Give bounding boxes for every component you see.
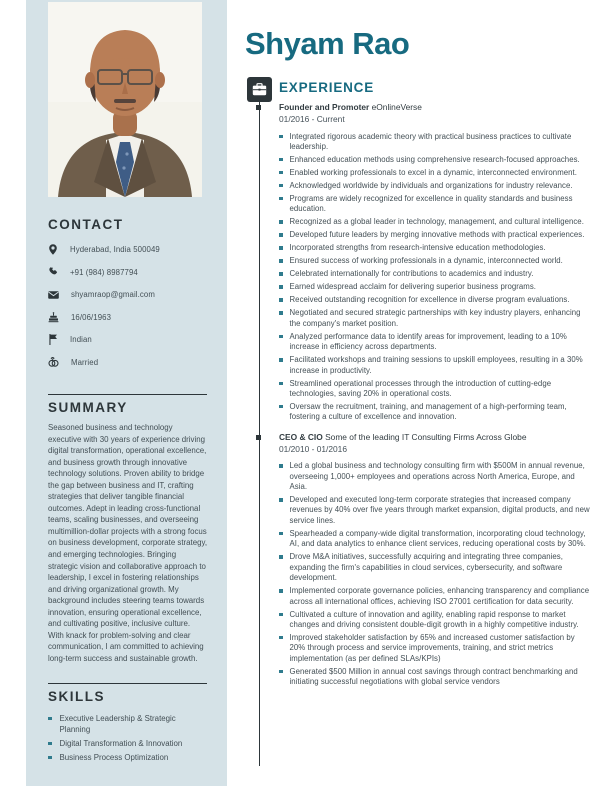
bullet-square-icon	[48, 717, 52, 721]
bullet-square-icon	[279, 272, 283, 276]
job-bullet-item	[279, 256, 591, 266]
timeline-marker-icon	[256, 435, 261, 440]
bullet-square-icon	[279, 298, 283, 302]
job-bullet-item	[279, 282, 591, 292]
bullet-square-icon	[279, 358, 283, 362]
bullet-square-icon	[279, 636, 283, 640]
job-bullet-text: Developed future leaders by merging innovative methods with practical experiences.	[289, 230, 585, 240]
job-bullet-text: Spearheaded a company-wide digital transformation, incorporating cloud technology, AI, and data analytics to enhance client services, reducing operational costs by 30%.	[289, 528, 586, 549]
job-bullet-item	[279, 230, 591, 240]
skill-text: Executive Leadership & Strategic Planning	[59, 714, 176, 735]
bullet-square-icon	[279, 405, 283, 409]
job-bullet-text: Earned widespread acclaim for delivering superior business programs.	[289, 282, 537, 292]
bullet-square-icon	[279, 464, 283, 468]
contact-nationality-text: Indian	[70, 335, 92, 344]
bullet-square-icon	[48, 756, 52, 760]
contact-item-email	[48, 290, 207, 300]
bullet-square-icon	[279, 613, 283, 617]
job-bullet-text: Streamlined operational processes through the introduction of cutting-edge technologies, saving 20% in operational costs.	[289, 378, 552, 398]
job-company: eOnlineVerse	[371, 102, 422, 112]
profile-photo	[48, 2, 202, 197]
bullet-square-icon	[279, 555, 283, 559]
bullet-square-icon	[279, 246, 283, 250]
job-bullet-text: Drove M&A initiatives, successfully acquiring and integrating three companies, expanding the firm's capabilities in cloud services, cybersecurity, and software development.	[289, 552, 563, 583]
email-icon	[48, 291, 59, 299]
bullet-square-icon	[279, 670, 283, 674]
job-bullet-text: Recognized as a global leader in technology, management, and cultural intelligence.	[289, 217, 584, 227]
job-bullet-item	[279, 355, 591, 376]
skills-section-title: SKILLS	[48, 689, 106, 705]
job-bullet-item	[279, 633, 591, 664]
job-bullet-text: Facilitated workshops and training sessions to upskill employees, resulting in a 30% increase in productivity.	[289, 355, 583, 375]
job-bullet-item	[279, 586, 591, 607]
job-bullet-text: Received outstanding recognition for excellence in diverse program evaluations.	[289, 295, 570, 305]
summary-divider	[48, 394, 207, 395]
job-bullet-item	[279, 379, 591, 400]
job-bullet-text: Enhanced education methods using comprehensive research-focused approaches.	[289, 154, 580, 164]
contact-phone-text: +91 (984) 8987794	[70, 267, 138, 277]
job-bullet-list	[279, 461, 594, 687]
bullet-square-icon	[279, 532, 283, 536]
job-bullet-text: Programs are widely recognized for excellence in quality standards and business education.	[289, 193, 573, 214]
job-bullet-text: Enabled working professionals to excel in a dynamic, interconnected environment.	[289, 167, 577, 177]
job-bullet-item	[279, 461, 591, 492]
job-role: Founder and Promoter	[279, 102, 370, 112]
job-bullet-text: Implemented corporate governance policies, enhancing transparency and compliance across all international offices, achieving ISO 27001 certification for data security.	[289, 586, 590, 606]
bullet-square-icon	[279, 311, 283, 315]
sidebar	[26, 0, 227, 786]
page-title-name: Shyam Rao	[245, 26, 410, 61]
bullet-square-icon	[279, 171, 283, 175]
bullet-square-icon	[279, 220, 283, 224]
flag-icon	[48, 334, 58, 345]
job-bullet-item	[279, 529, 591, 550]
bullet-square-icon	[279, 184, 283, 188]
summary-section-title: SUMMARY	[48, 400, 128, 415]
job-bullet-item	[279, 132, 591, 153]
birthday-cake-icon	[48, 312, 59, 323]
job-bullet-text: Generated $500 Million in annual cost savings through contract benchmarking and initiating successful negotiations with global service vendors	[289, 666, 578, 687]
job-bullet-item	[279, 243, 591, 253]
bullet-square-icon	[279, 197, 283, 201]
job-bullet-text: Ensured success of working professionals in a dynamic, interconnected world.	[289, 256, 563, 266]
contact-location-text: Hyderabad, India 500049	[70, 245, 160, 254]
job-bullet-text: Developed and executed long-term corporate strategies that increased company revenues by 40% over five years through market expansion, digital products, and new service lines.	[289, 495, 590, 525]
job-company: Some of the leading IT Consulting Firms Across Globe	[325, 431, 527, 442]
briefcase-icon	[252, 83, 267, 96]
contact-birthdate-text: 16/06/1963	[71, 312, 112, 322]
contact-item-marital-status	[48, 357, 207, 367]
skills-list	[48, 713, 207, 763]
job-bullet-item	[279, 155, 591, 165]
bullet-square-icon	[279, 285, 283, 289]
bullet-square-icon	[279, 335, 283, 339]
job-bullet-item	[279, 610, 591, 631]
job-bullet-item	[279, 168, 591, 178]
job-bullet-text: Acknowledged worldwide by individuals and organizations for industry relevance.	[289, 180, 573, 190]
job-bullet-item	[279, 552, 591, 583]
bullet-square-icon	[279, 158, 283, 162]
job-title-line	[279, 102, 594, 113]
skill-item	[48, 738, 207, 749]
experience-job-list	[279, 102, 594, 690]
location-pin-icon	[48, 244, 58, 255]
bullet-square-icon	[279, 589, 283, 593]
skill-item	[48, 713, 207, 735]
job-bullet-text: Cultivated a culture of innovation and agility, enabling rapid response to market changes and driving consistent double-digit growth in a highly competitive industry.	[289, 609, 579, 629]
job-bullet-text: Analyzed performance data to identify areas for improvement, leading to a 10% increase in efficiency across departments.	[289, 331, 567, 352]
bullet-square-icon	[279, 498, 283, 502]
skill-text: Digital Transformation & Innovation	[59, 739, 183, 749]
skill-text: Business Process Optimization	[59, 753, 169, 763]
summary-text: Seasoned business and technology executive with 30 years of experience driving digital transformation, operational excellence, and business growth through innovative technology solutions. Proven ability to bridge the gap between business and IT, crafting strategies that deliver tangible financial outcomes. Adept in leading cross-functional teams, scaling businesses, and overseeing multimillion-dollar projects with a strong focus on business development, corporate strategy, and emerging technologies. Bringing strategic vision and collaborative approach to leadership, I excel in fostering relationships and driving organizational growth. My background includes steering teams towards innovation, ensuring operational excellence, and cultivating positive, inclusive culture. With knack for problem-solving and clear communication, I am committed to achieving long-term success and sustainable growth.	[48, 423, 208, 663]
job-bullet-text: Celebrated internationally for contributions to academics and industry.	[289, 269, 534, 279]
job-bullet-item	[279, 667, 591, 688]
job-bullet-item	[279, 217, 591, 227]
job-role: CEO & CIO	[279, 431, 323, 442]
job-title-line	[279, 432, 594, 443]
bullet-square-icon	[279, 382, 283, 386]
contact-item-nationality	[48, 335, 207, 345]
job-bullet-text: Oversaw the recruitment, training, and management of a high-performing team, fostering a culture of excellence and innovation.	[289, 401, 567, 422]
job-bullet-list	[279, 132, 594, 423]
job-bullet-item	[279, 402, 591, 423]
job-bullet-item	[279, 269, 591, 279]
job-bullet-text: Integrated rigorous academic theory with practical business practices to cultivate leadership.	[289, 131, 572, 151]
skills-divider	[48, 683, 207, 684]
contact-marital-status-text: Married	[71, 357, 99, 367]
bullet-square-icon	[279, 135, 283, 139]
bullet-square-icon	[279, 233, 283, 237]
skill-item	[48, 752, 207, 763]
job-bullet-item	[279, 308, 591, 329]
job-bullet-item	[279, 495, 591, 526]
job-bullet-item	[279, 181, 591, 191]
phone-icon	[48, 267, 58, 277]
timeline-marker-icon	[256, 105, 261, 110]
experience-section-title: EXPERIENCE	[279, 80, 375, 95]
contact-item-phone	[48, 267, 207, 277]
contact-item-birthdate	[48, 312, 207, 322]
contact-item-location	[48, 245, 207, 255]
job-bullet-item	[279, 295, 591, 305]
job-dates: 01/2016 - Current	[279, 114, 345, 124]
experience-entry	[279, 102, 594, 423]
experience-entry	[279, 432, 594, 688]
job-bullet-item	[279, 332, 591, 353]
wedding-rings-icon	[48, 357, 59, 368]
job-bullet-text: Improved stakeholder satisfaction by 65% and increased customer satisfaction by 20% through process and service improvements, training, and strict metrics implementation (as per defined SLAs/KPIs)	[289, 632, 575, 663]
experience-section-icon-box	[247, 77, 272, 102]
job-bullet-text: Incorporated strengths from research-intensive education methodologies.	[289, 243, 546, 253]
job-bullet-text: Negotiated and secured strategic partnerships with key industry players, enhancing the company's market position.	[289, 308, 581, 328]
job-bullet-item	[279, 194, 591, 215]
contact-email-text: shyamraop@gmail.com	[71, 290, 155, 299]
job-dates: 01/2010 - 01/2016	[279, 443, 347, 454]
bullet-square-icon	[279, 259, 283, 263]
job-bullet-text: Led a global business and technology consulting firm with $500M in annual revenue, overseeing 1,000+ employees and operations across North America, Europe, and Asia.	[289, 461, 585, 492]
contact-section-title: CONTACT	[48, 217, 124, 232]
bullet-square-icon	[48, 742, 52, 746]
